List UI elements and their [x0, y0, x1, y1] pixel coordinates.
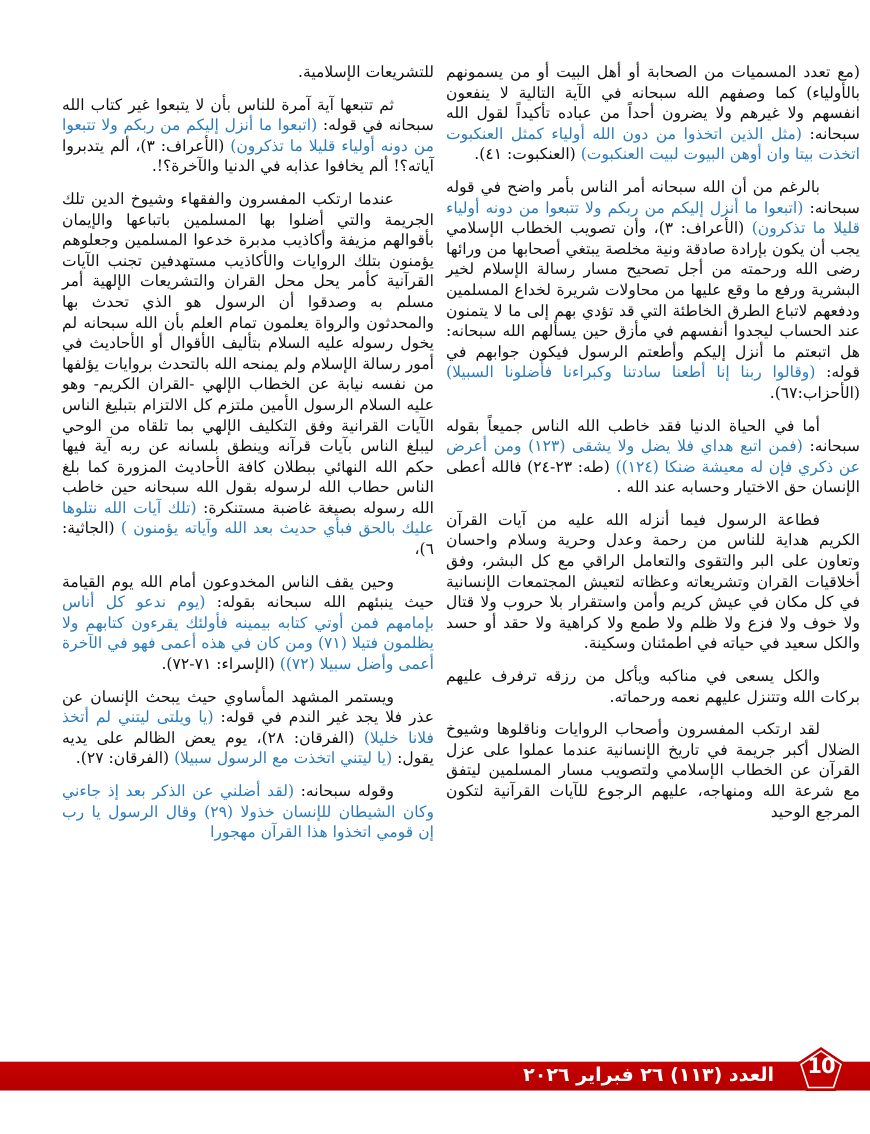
quran-quote: (يوم ندعو كل أناس بإمامهم فمن أوتي كتابه بيمينه فأولئك يقرءون كتابهم ولا يظلمون فتيلا (٧١) ومن كان في هذه أعمى فهو في الآخرة أعمى وأضل سبيلا (٧٢)): [62, 593, 435, 674]
body-text: (الفرقان: ٢٨)، يوم يعض الظالم على يديه يقول:: [62, 728, 434, 768]
paragraph: [446, 177, 860, 404]
paragraph: [62, 95, 434, 177]
quran-quote: (اتبعوا ما أنزل إليكم من ربكم ولا تتبعوا من دونه أولياء قليلا ما تذكرون): [62, 116, 435, 155]
page-number-badge: [796, 1046, 846, 1092]
left-column: [62, 62, 434, 855]
citation: (الجاثية: ٦)،: [62, 519, 434, 559]
paragraph: [62, 781, 434, 843]
quran-quote: (وقالوا ربنا إنا أطعنا سادتنا وكبراءنا فأضلونا السبيلا): [446, 363, 816, 382]
body-text: (طه: ٢٣-٢٤) فالله أعطى الإنسان حق الاختيار وحسابه عند الله .: [446, 457, 860, 497]
paragraph: [62, 687, 434, 769]
body-text: ويستمر المشهد المأساوي حيث يبحث الإنسان عن عذر فلا يجد غير الندم في قوله:: [62, 687, 434, 727]
citation: (الفرقان: ٢٧).: [75, 749, 175, 768]
quran-quote: (اتبعوا ما أنزل إليكم من ربكم ولا تتبعوا من دونه أولياء قليلا ما تذكرون): [446, 198, 860, 238]
quran-quote: (يا ويلتى ليتني لم أتخذ فلانا خليلا): [62, 708, 435, 747]
body-text: (الأعراف: ٣)، ألم يتدبروا آياته؟! ألم يخافوا عذابه في الدنيا والآخرة؟!.: [62, 136, 434, 176]
body-text: (الأعراف: ٣)، وأن تصويب الخطاب الإسلامي يجب أن يكون بإرادة صادقة ونية مخلصة يبتغي أصحابها من ورائها رضى الله ورحمته من أجل تصحيح مسار رسالة الإسلام لخير البشرية ورفع ما وقع عليها من محاولات شريرة لخداع المسلمين ودفعهم لاتباع الطرق الخاطئة التي قد تؤدي بهم إلى ما لا يتمنون عند الحساب ليجدوا أنفسهم في مأزق حين يسألهم الله سبحانه: هل اتبعتم ما أنزل إليكم وأطعتم الرسول فيكون جوابهم في قوله:: [446, 219, 860, 382]
body-text: وحين يقف الناس المخدوعون أمام الله يوم القيامة حيث ينبئهم الله سبحانه بقوله:: [62, 572, 434, 612]
body-text: عندما ارتكب المفسرون والفقهاء وشيوخ الدين تلك الجريمة والتي أضلوا بها المسلمين باتباعها والإيمان بأقوالهم مزيفة وأكاذيب مدبرة خدعوا المسلمين وجعلوهم يؤمنون بتلك الروايات والأكاذيب مستهدفين تجنب الآيات القرآنية كأمر يحل محل القران والتشريعات الإلهية أمر مسلم به وصدقوا أن الرسول هو الذي تحدث بها والمحدثون والرواة يعلمون تمام العلم بأن الله سبحانه لم يخول رسوله عليه السلام بتأليف الأقوال أو الأحاديث في أمور رسالة الإسلام ولم يمنحه الله بالتحدث بروايات يؤلفها من نفسه نيابة عن الخطاب الإلهي -القران الكريم- وهو عليه السلام الرسول الأمين ملتزم كل الالتزام بتبليغ الناس الآيات القرانية وفق التكليف الإلهي بما تلقاه من الوحي ليبلغ الناس بآيات قرآنه وينطق بلسانه عن ربه آية فيها حكم الله النهائي ببطلان كافة الأحاديث المزورة كما بلغ الناس حطاب الله لرسوله بقول الله سبحانه حين خاطب الله رسوله بصيغة غاضبة مستنكرة:: [62, 189, 434, 517]
citation: (العنكبوت: ٤١).: [474, 145, 581, 164]
paragraph: [446, 416, 860, 498]
page-number: 10: [807, 1054, 835, 1078]
paragraph: [446, 62, 860, 165]
quran-quote: (فمن اتبع هداي فلا يضل ولا يشقى (١٢٣) ومن أعرض عن ذكري فإن له معيشة ضنكا (١٢٤)): [446, 437, 861, 476]
paragraph: [62, 572, 434, 675]
body-text: بالرغم من أن الله سبحانه أمر الناس بأمر واضح في قوله سبحانه:: [446, 177, 861, 217]
quran-quote: (لقد أضلني عن الذكر بعد إذ جاءني وكان الشيطان للإنسان خذولا (٢٩) وقال الرسول يا رب إن قومي اتخذوا هذا القرآن مهجورا: [62, 782, 434, 842]
paragraph: فطاعة الرسول فيما أنزله الله عليه من آيات القرآن الكريم هداية للناس من رحمة وعدل وحرية وسلام واحسان وتعاون على البر والتقوى والتعامل الراقي مع كل البشر، وفق أخلاقيات القران وتشريعاته وعظاته لتعيش المجتمعات الإنسانية في كل مكان في عيش كريم وأمن واستقرار بلا حروب ولا قتال ولا خوف ولا فزع ولا ظلم ولا طمع ولا كراهية ولا حقد أو حسد والكل سعيد في حياته في اطمئنان وسكينة.: [446, 510, 860, 653]
quran-quote: (مثل الذين اتخذوا من دون الله أولياء كمثل العنكبوت اتخذت بيتا وان أوهن البيوت لبيت العنكبوت): [446, 124, 860, 164]
issue-info: العدد (١١٣) ٢٦ فبراير ٢٠٢٦: [523, 1064, 774, 1086]
citation: (الإسراء: ٧١-٧٢).: [161, 655, 280, 674]
body-text: ثم تتبعها آية آمرة للناس بأن لا يتبعوا غير كتاب الله سبحانه في قوله:: [62, 95, 434, 135]
body-text: أما في الحياة الدنيا فقد خاطب الله الناس جميعاً بقوله سبحانه:: [446, 416, 860, 456]
citation: (الأحزاب:٦٧).: [769, 383, 860, 402]
quran-quote: (يا ليتني اتخذت مع الرسول سبيلا): [174, 749, 393, 768]
body-text: (مع تعدد المسميات من الصحابة أو أهل البيت أو من يسمونهم بالأولياء) كما وصفهم الله سبحانه في الآية التالية لا ينفعون انفسهم ولا غيرهم ولا يضرون أحداً من عباده تأكيداً لقول الله سبحانه:: [446, 63, 860, 143]
paragraph: [62, 189, 434, 560]
paragraph: للتشريعات الإسلامية.: [298, 63, 434, 81]
body-text: وقوله سبحانه:: [294, 782, 394, 800]
paragraph: والكل يسعى في مناكبه ويأكل من رزقه ترفرف عليهم بركات الله وتتنزل عليهم نعمه ورحماته.: [446, 667, 860, 706]
right-column: [446, 62, 860, 834]
paragraph: لقد ارتكب المفسرون وأصحاب الروايات وناقلوها وشيوخ الضلال أكبر جريمة في تاريخ الإنسانية عندما عملوا على عزل القرآن عن الخطاب الإسلامي ولتصويب مسار المسلمين ليتفق مع شرعة الله ومنهاجه، عليهم الرجوع للآيات القرآنية لتكون المرجع الوحيد: [446, 720, 860, 821]
quran-quote: (تلك آيات الله نتلوها عليك بالحق فبأي حديث بعد الله وآياته يؤمنون ): [62, 498, 434, 538]
